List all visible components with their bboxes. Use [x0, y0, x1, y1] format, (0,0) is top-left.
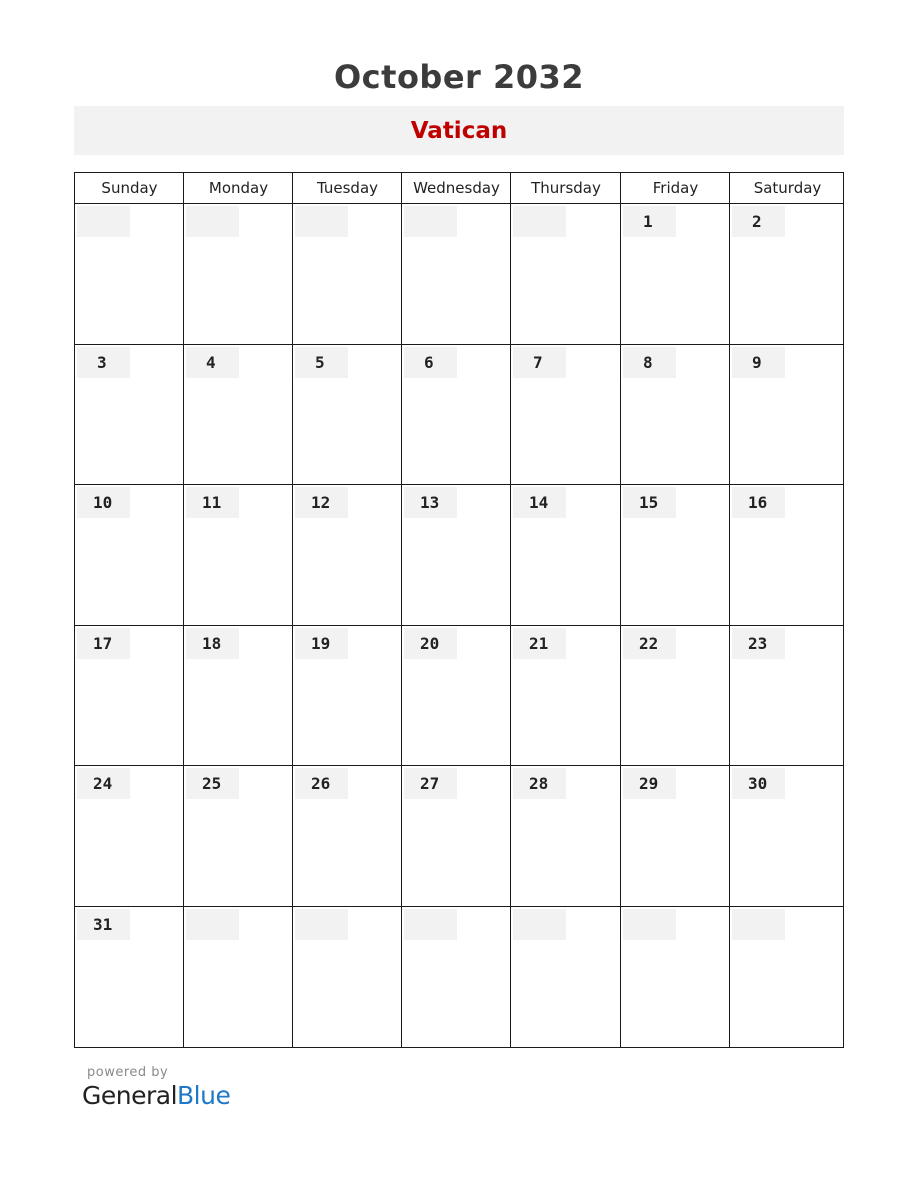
- day-cell[interactable]: [184, 485, 293, 626]
- day-number: [513, 909, 566, 940]
- day-cell[interactable]: [402, 345, 511, 485]
- day-cell[interactable]: [293, 766, 402, 907]
- day-cell[interactable]: [75, 766, 184, 907]
- day-cell[interactable]: [730, 204, 845, 345]
- day-cell[interactable]: [730, 626, 845, 766]
- day-cell[interactable]: [621, 485, 730, 626]
- day-cell[interactable]: [621, 766, 730, 907]
- day-number: 16: [732, 487, 785, 518]
- day-number: [513, 206, 566, 237]
- day-number: [404, 909, 457, 940]
- day-cell[interactable]: [75, 626, 184, 766]
- weekday-header-tuesday: Tuesday: [316, 179, 379, 197]
- day-number: 3: [77, 347, 130, 378]
- calendar-title: October 2032: [333, 58, 585, 96]
- day-cell[interactable]: [511, 766, 621, 907]
- weekday-header-friday: Friday: [652, 179, 699, 197]
- day-cell[interactable]: [184, 766, 293, 907]
- day-cell[interactable]: [730, 345, 845, 485]
- day-number: 20: [404, 628, 457, 659]
- day-number: 9: [732, 347, 785, 378]
- day-number: [404, 206, 457, 237]
- day-cell[interactable]: [511, 204, 621, 345]
- day-number: 28: [513, 768, 566, 799]
- day-cell[interactable]: [75, 345, 184, 485]
- day-cell[interactable]: [621, 907, 730, 1049]
- day-number: 26: [295, 768, 348, 799]
- day-number: 4: [186, 347, 239, 378]
- powered-by-label: powered by: [87, 1065, 169, 1080]
- country-banner: [74, 106, 844, 155]
- day-number: 1: [623, 206, 676, 237]
- weekday-header-sunday: Sunday: [101, 179, 158, 197]
- day-number: 19: [295, 628, 348, 659]
- day-number: 27: [404, 768, 457, 799]
- day-number: 17: [77, 628, 130, 659]
- day-number: [295, 206, 348, 237]
- day-cell[interactable]: [75, 485, 184, 626]
- day-number: [77, 206, 130, 237]
- day-cell[interactable]: [402, 485, 511, 626]
- day-cell[interactable]: [293, 626, 402, 766]
- day-cell[interactable]: [511, 345, 621, 485]
- day-cell[interactable]: [402, 204, 511, 345]
- day-number: [732, 909, 785, 940]
- day-number: 2: [732, 206, 785, 237]
- day-cell[interactable]: [293, 907, 402, 1049]
- day-cell[interactable]: [184, 345, 293, 485]
- day-cell[interactable]: [511, 626, 621, 766]
- day-number: 15: [623, 487, 676, 518]
- day-number: 30: [732, 768, 785, 799]
- day-number: 23: [732, 628, 785, 659]
- day-cell[interactable]: [730, 766, 845, 907]
- day-number: 14: [513, 487, 566, 518]
- day-cell[interactable]: [293, 485, 402, 626]
- day-cell[interactable]: [621, 204, 730, 345]
- day-cell[interactable]: [184, 626, 293, 766]
- generalblue-logo[interactable]: [82, 1081, 230, 1110]
- day-number: 11: [186, 487, 239, 518]
- day-number: [186, 206, 239, 237]
- day-cell[interactable]: [402, 907, 511, 1049]
- day-cell[interactable]: [184, 907, 293, 1049]
- day-cell[interactable]: [402, 766, 511, 907]
- day-number: 10: [77, 487, 130, 518]
- day-number: 21: [513, 628, 566, 659]
- day-number: [623, 909, 676, 940]
- day-number: 18: [186, 628, 239, 659]
- weekday-header-saturday: Saturday: [753, 179, 822, 197]
- day-number: [186, 909, 239, 940]
- day-cell[interactable]: [184, 204, 293, 345]
- logo-text-blue: Blue: [177, 1081, 231, 1110]
- day-cell[interactable]: [511, 907, 621, 1049]
- day-cell[interactable]: [402, 626, 511, 766]
- day-number: 12: [295, 487, 348, 518]
- weekday-header-row: [75, 173, 843, 204]
- day-cell[interactable]: [621, 345, 730, 485]
- day-number: 22: [623, 628, 676, 659]
- day-cell[interactable]: [293, 345, 402, 485]
- day-cell[interactable]: [75, 204, 184, 345]
- day-cell[interactable]: [730, 485, 845, 626]
- day-cell[interactable]: [730, 907, 845, 1049]
- day-number: 8: [623, 347, 676, 378]
- day-cell[interactable]: [621, 626, 730, 766]
- day-number: 7: [513, 347, 566, 378]
- day-cell[interactable]: [75, 907, 184, 1049]
- day-cell[interactable]: [293, 204, 402, 345]
- weekday-header-wednesday: Wednesday: [413, 179, 500, 197]
- day-number: 24: [77, 768, 130, 799]
- day-number: 13: [404, 487, 457, 518]
- country-name: Vatican: [410, 118, 508, 144]
- calendar-grid: [74, 172, 844, 1048]
- weekday-header-thursday: Thursday: [531, 179, 601, 197]
- day-number: 5: [295, 347, 348, 378]
- day-cell[interactable]: [511, 485, 621, 626]
- logo-text-general: General: [82, 1081, 178, 1110]
- day-number: 6: [404, 347, 457, 378]
- weekday-header-monday: Monday: [208, 179, 269, 197]
- day-number: 29: [623, 768, 676, 799]
- day-number: [295, 909, 348, 940]
- day-number: 25: [186, 768, 239, 799]
- day-number: 31: [77, 909, 130, 940]
